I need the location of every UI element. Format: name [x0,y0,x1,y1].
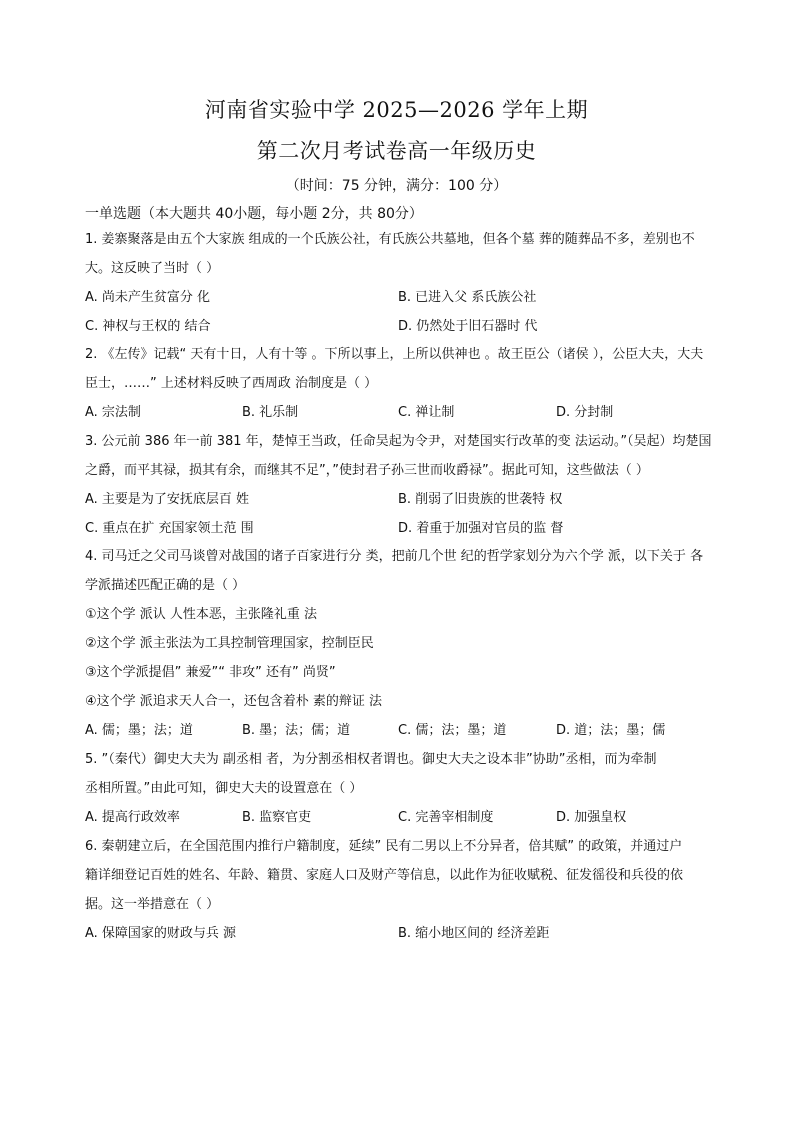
question-6-stem: 6. 秦朝建立后，在全国范围内推行户籍制度，延续” 民有二男以上不分异者，倍其赋” 的政策，并通过户 [85,839,683,854]
question-4-option-c: C. 儒；法；墨；道 [398,723,507,738]
question-2-stem: 2. 《左传》记载“ 天有十日，人有十等 。下所以事上，上所以供神也 。故王臣公（诸侯 ），公臣大夫，大夫 [85,347,704,362]
question-5-option-a: A. 提高行政效率 [85,810,180,825]
question-4-option-b: B. 墨；法；儒；道 [242,723,351,738]
exam-time-score: （时间：75 分钟，满分：100 分） [285,178,508,194]
question-3-option-c: C. 重点在扩 充国家领土范 围 [85,521,254,536]
question-1-option-c: C. 神权与王权的 结合 [85,319,211,334]
question-2-stem-cont: 臣士，……” 上述材料反映了西周政 治制度是（ ） [85,376,378,391]
question-2-option-d: D. 分封制 [556,405,614,420]
question-3-option-a: A. 主要是为了安抚底层百 姓 [85,492,250,507]
question-4-statement-1: ①这个学 派认 人性本恶，主张隆礼重 法 [85,607,318,622]
question-4-option-a: A. 儒；墨；法；道 [85,723,193,738]
question-4-statement-2: ②这个学 派主张法为工具控制管理国家，控制臣民 [85,636,374,651]
question-6-option-a: A. 保障国家的财政与兵 源 [85,926,237,941]
question-1-option-b: B. 已进入父 系氏族公社 [398,290,537,305]
question-1-stem-cont: 大。这反映了当时（ ） [85,261,220,276]
question-2-option-c: C. 禅让制 [398,405,455,420]
question-6-stem-cont-2: 据。这一举措意在（ ） [85,897,220,912]
section-heading: 一单选题（本大题共 40小题，每小题 2分，共 80分） [85,206,423,222]
question-5-option-b: B. 监察官吏 [242,810,312,825]
question-5-option-d: D. 加强皇权 [556,810,627,825]
question-2-option-a: A. 宗法制 [85,405,141,420]
question-5-stem-cont: 丞相所置。”由此可知，御史大夫的设置意在（ ） [85,781,363,796]
question-6-option-b: B. 缩小地区间的 经济差距 [398,926,550,941]
question-4-statement-3: ③这个学派提倡” 兼爱”“ 非攻” 还有” 尚贤” [85,665,336,680]
question-3-stem-cont: 之爵，而平其禄，损其有余，而继其不足”，”使封君子孙三世而收爵禄”。据此可知，这些做法（ ） [85,463,649,478]
question-4-stem: 4. 司马迁之父司马谈曾对战国的诸子百家进行分 类，把前几个世 纪的哲学家划分为六个学 派，以下关于 各 [85,549,704,564]
question-5-stem: 5. ”（秦代）御史大夫为 副丞相 者，为分割丞相权者谓也。御史大夫之设本非”协助”丞相，而为牵制 [85,752,657,767]
question-1-option-d: D. 仍然处于旧石器时 代 [398,319,538,334]
question-4-option-d: D. 道；法；墨；儒 [556,723,666,738]
question-3-stem: 3. 公元前 386 年一前 381 年，楚悼王当政，任命吴起为令尹，对楚国实行改革的变 法运动。”（吴起）均楚国 [85,434,712,449]
exam-title-line2: 第二次月考试卷高一年级历史 [256,139,537,163]
question-4-statement-4: ④这个学 派追求天人合一，还包含着朴 素的辩证 法 [85,694,383,709]
question-5-option-c: C. 完善宰相制度 [398,810,494,825]
exam-title-line1: 河南省实验中学 2025—2026 学年上期 [204,98,589,122]
question-1-stem: 1. 姜寨聚落是由五个大家族 组成的一个氏族公社，有氏族公共墓地，但各个墓 葬的随葬品不多，差别也不 [85,232,695,247]
question-3-option-d: D. 着重于加强对官员的监 督 [398,521,564,536]
question-4-stem-cont: 学派描述匹配正确的是（ ） [85,578,246,593]
question-2-option-b: B. 礼乐制 [242,405,299,420]
question-6-stem-cont-1: 籍详细登记百姓的姓名、年龄、籍贯、家庭人口及财产等信息，以此作为征收赋税、征发徭役和兵役的依 [85,868,684,883]
question-3-option-b: B. 削弱了旧贵族的世袭特 权 [398,492,563,507]
question-1-option-a: A. 尚未产生贫富分 化 [85,290,211,305]
